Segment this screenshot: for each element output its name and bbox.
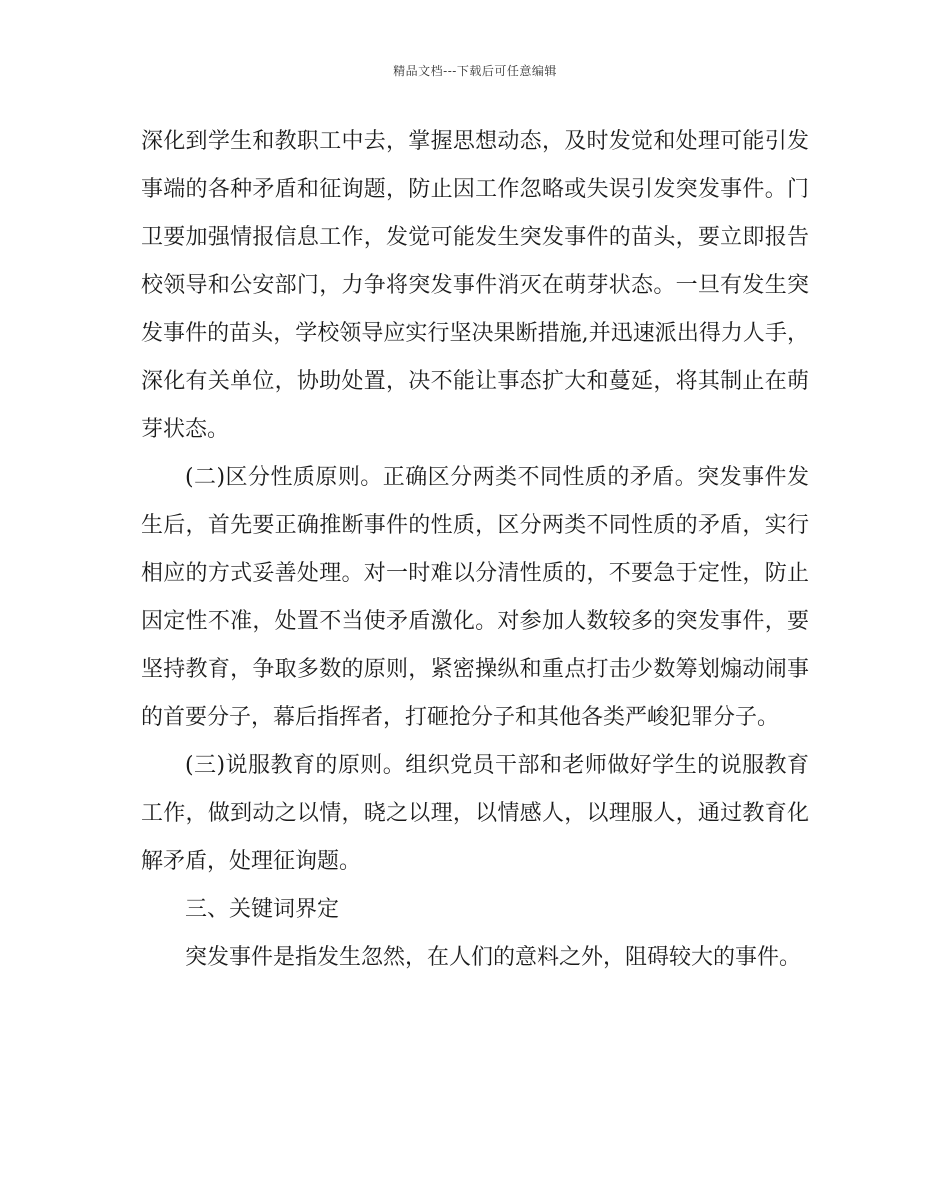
paragraph-definition: 突发事件是指发生忽然，在人们的意料之外，阻碍较大的事件。: [185, 945, 802, 970]
paragraph-principle-three: (三)说服教育的原则。组织党员干部和老师做好学生的说服教育工作，做到动之以情，晓之以理，以情感人，以理服人，通过教育化解矛盾，处理征询题。: [141, 753, 809, 874]
section-heading-keywords: 三、关键词界定: [185, 897, 340, 922]
paragraph-continuation: 深化到学生和教职工中去，掌握思想动态，及时发觉和处理可能引发事端的各种矛盾和征询题，防止因工作忽略或失误引发突发事件。门卫要加强情报信息工作，发觉可能发生突发事件的苗头，要立即报告校领导和公安部门，力争将突发事件消灭在萌芽状态。一旦有发生突发事件的苗头，学校领导应实行坚决果断措施,并迅速派出得力人手，深化有关单位，协助处置，决不能让事态扩大和蔓延，将其制止在萌芽状态。: [141, 129, 809, 442]
paragraph-principle-two: (二)区分性质原则。正确区分两类不同性质的矛盾。突发事件发生后，首先要正确推断事件的性质，区分两类不同性质的矛盾，实行相应的方式妥善处理。对一时难以分清性质的，不要急于定性，防止因定性不准，处置不当使矛盾激化。对参加人数较多的突发事件，要坚持教育，争取多数的原则，紧密操纵和重点打击少数筹划煽动闹事的首要分子，幕后指挥者，打砸抢分子和其他各类严峻犯罪分子。: [141, 465, 809, 730]
page-header: 精品文档---下载后可任意编辑: [393, 64, 557, 78]
document-body: [141, 118, 809, 982]
